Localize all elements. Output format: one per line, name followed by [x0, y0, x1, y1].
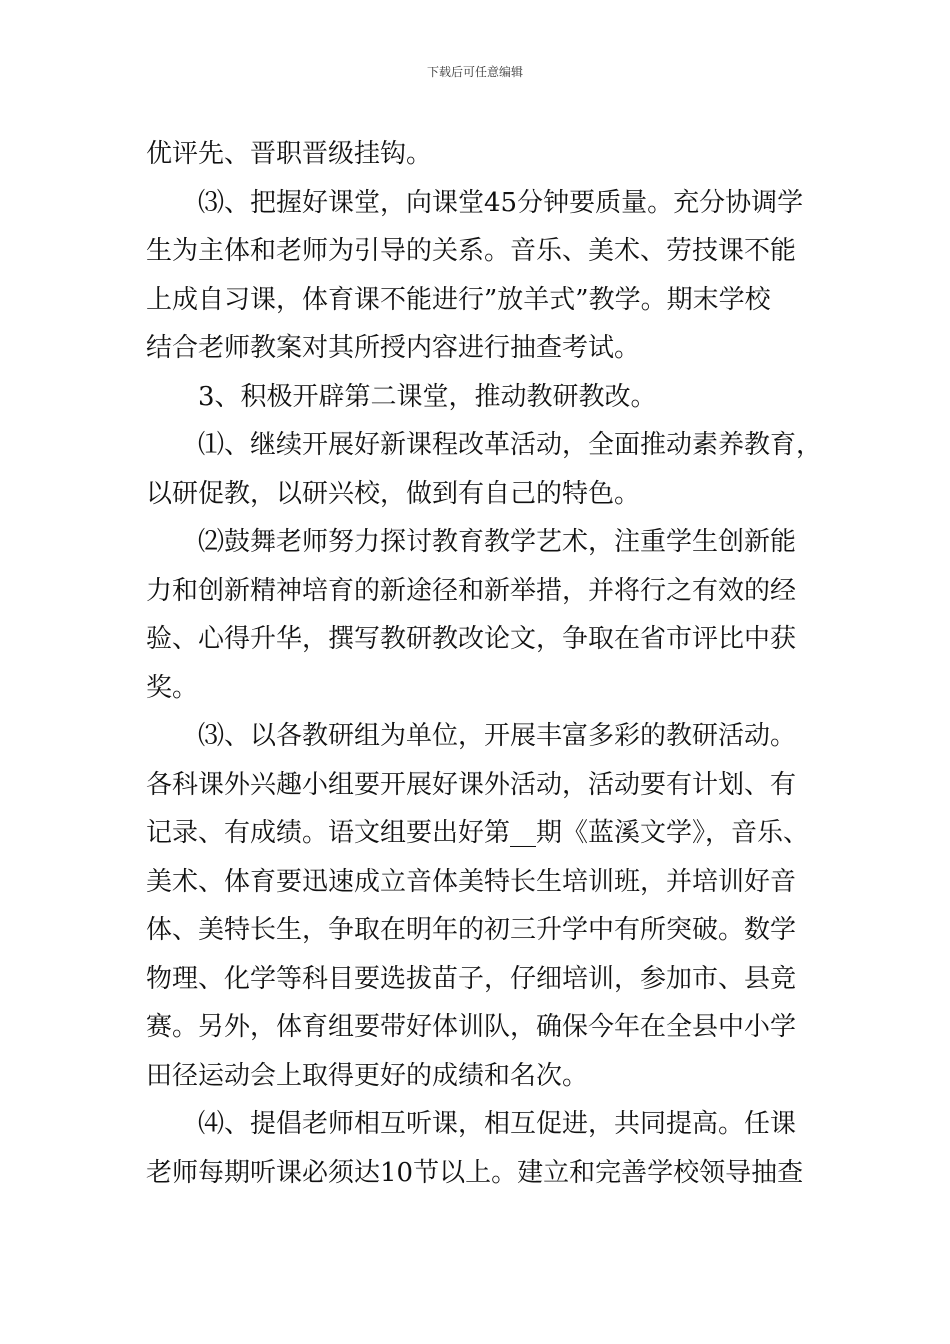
text-line: ⑶、把握好课堂，向课堂45分钟要质量。充分协调学 — [198, 187, 804, 218]
text-line: 物理、化学等科目要选拔苗子，仔细培训，参加市、县竞 — [146, 963, 797, 994]
text-line: 奖。 — [146, 672, 199, 703]
text-line: ⑵鼓舞老师努力探讨教育教学艺术，注重学生创新能 — [198, 527, 797, 557]
text-line: 老师每期听课必须达10节以上。建立和完善学校领导抽查 — [146, 1157, 804, 1188]
text-line: 3、积极开辟第二课堂，推动教研教改。 — [198, 381, 657, 412]
text-line: ⑴、继续开展好新课程改革活动，全面推动素养教育， — [198, 430, 823, 460]
paragraph — [146, 1100, 816, 1197]
text-line: 结合老师教案对其所授内容进行抽查考试。 — [146, 333, 641, 363]
text-line: 体、美特长生，争取在明年的初三升学中有所突破。数学 — [146, 915, 797, 945]
paragraph — [146, 712, 816, 1100]
text-line: 以研促教，以研兴校，做到有自己的特色。 — [146, 478, 641, 509]
text-line: ⑷、提倡老师相互听课，相互促进，共同提高。任课 — [198, 1109, 797, 1139]
text-line: ⑶、以各教研组为单位，开展丰富多彩的教研活动。 — [198, 721, 797, 751]
text-line: 田径运动会上取得更好的成绩和名次。 — [146, 1060, 589, 1091]
paragraph — [146, 373, 816, 422]
paragraph — [146, 179, 816, 373]
text-line: 优评先、晋职晋级挂钩。 — [146, 139, 433, 169]
page-header: 下载后可任意编辑 — [426, 65, 523, 79]
paragraph — [146, 130, 816, 179]
document-body — [146, 130, 823, 1197]
paragraph — [146, 518, 816, 712]
text-line: 上成自习课，体育课不能进行”放羊式”教学。期末学校 — [146, 284, 771, 315]
text-line: 记录、有成绩。语文组要出好第__期《蓝溪文学》，音乐、 — [146, 818, 810, 848]
paragraph — [146, 421, 823, 518]
text-line: 赛。另外，体育组要带好体训队，确保今年在全县中小学 — [146, 1012, 797, 1042]
text-line: 力和创新精神培育的新途径和新举措，并将行之有效的经 — [146, 575, 797, 606]
text-line: 各科课外兴趣小组要开展好课外活动，活动要有计划、有 — [146, 769, 797, 800]
text-line: 生为主体和老师为引导的关系。音乐、美术、劳技课不能 — [146, 236, 797, 266]
text-line: 美术、体育要迅速成立音体美特长生培训班，并培训好音 — [146, 866, 797, 897]
text-line: 验、心得升华，撰写教研教改论文，争取在省市评比中获 — [146, 624, 797, 654]
